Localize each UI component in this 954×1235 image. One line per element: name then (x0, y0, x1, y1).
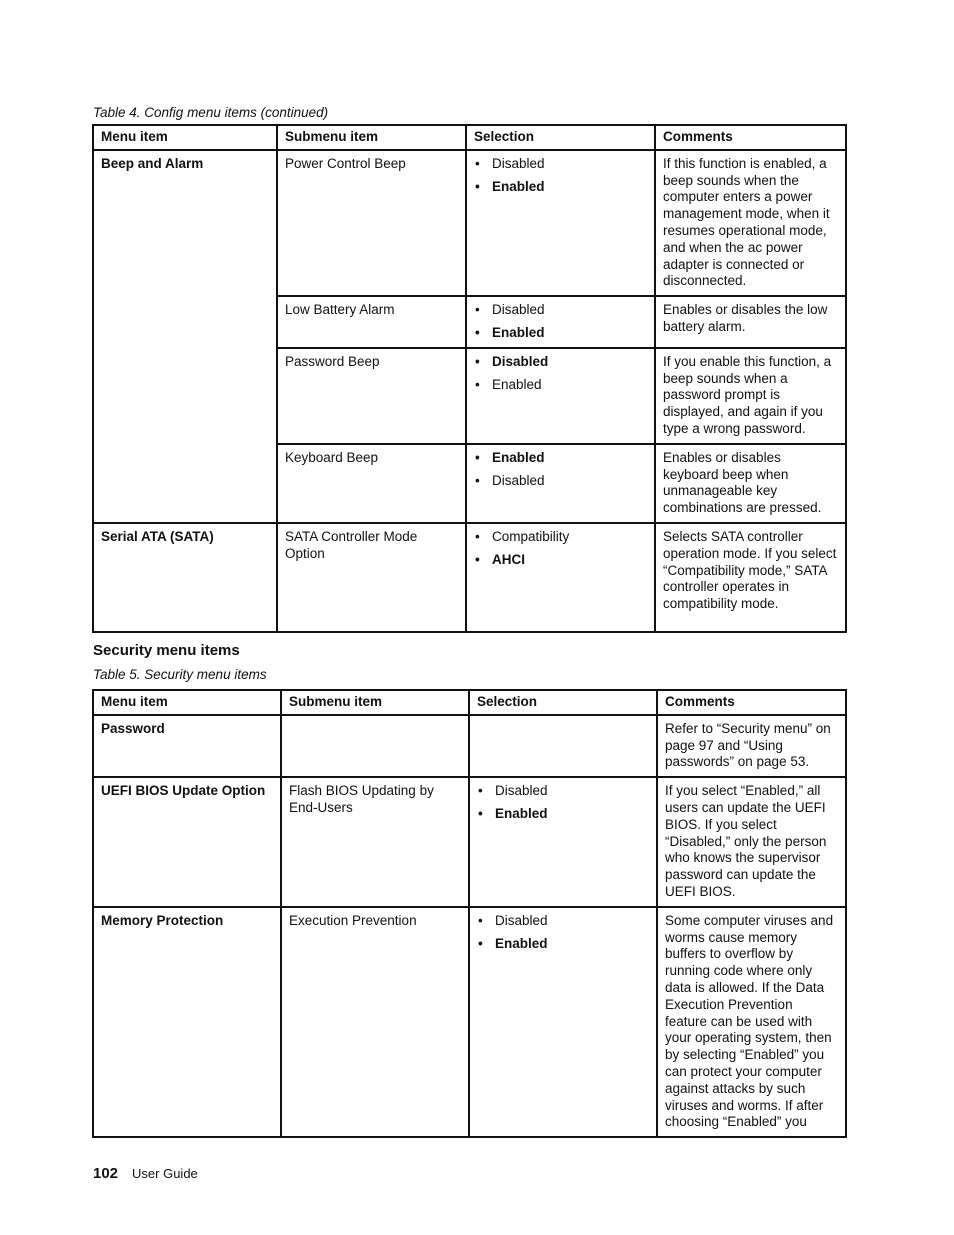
selection-cell (466, 523, 655, 632)
selection-cell (466, 296, 655, 348)
bullet-icon: • (475, 302, 480, 318)
selection-option-default: • Enabled (478, 935, 548, 951)
bullet-icon: • (475, 449, 480, 465)
section-heading: Security menu items (93, 642, 240, 659)
submenu-cell: SATA Controller Mode Option (277, 523, 466, 632)
selection-list (474, 354, 647, 394)
selection-cell (466, 444, 655, 523)
config-menu-table (92, 124, 847, 633)
header-menu-item: Menu item (93, 125, 277, 150)
submenu-cell: Flash BIOS Updating by End-Users (281, 777, 469, 907)
table-header-row (93, 690, 846, 715)
table-row (93, 907, 846, 1137)
table5-caption: Table 5. Security menu items (93, 667, 267, 682)
table-row (93, 523, 846, 632)
bullet-icon: • (475, 178, 480, 194)
bullet-icon: • (475, 324, 480, 340)
comments-cell: Refer to “Security menu” on page 97 and “Using passwords” on page 53. (657, 715, 846, 777)
selection-cell (469, 777, 657, 907)
selection-list (477, 783, 649, 823)
bullet-icon: • (478, 783, 483, 799)
table-row (93, 715, 846, 777)
bullet-icon: • (475, 353, 480, 369)
comments-cell: Enables or disables the low battery alarm. (655, 296, 846, 348)
header-submenu-item: Submenu item (281, 690, 469, 715)
menu-item-cell: UEFI BIOS Update Option (93, 777, 281, 907)
selection-option-default: • Enabled (475, 178, 545, 194)
bullet-icon: • (475, 155, 480, 171)
selection-list (477, 913, 649, 953)
selection-option: • Disabled (475, 472, 545, 488)
menu-item-cell: Beep and Alarm (93, 150, 277, 523)
selection-option-default: • Enabled (475, 324, 545, 340)
bullet-icon: • (475, 472, 480, 488)
selection-cell (466, 348, 655, 444)
bullet-icon: • (478, 912, 483, 928)
selection-list (474, 156, 647, 196)
comments-cell: If you enable this function, a beep sounds when a password prompt is displayed, and again if you type a wrong password. (655, 348, 846, 444)
table4-caption: Table 4. Config menu items (continued) (93, 105, 329, 120)
security-menu-table (92, 689, 847, 1138)
header-selection: Selection (466, 125, 655, 150)
selection-cell (469, 715, 657, 777)
comments-cell: If this function is enabled, a beep sounds when the computer enters a power management mode, when it resumes operational mode, and when the ac power adapter is connected or disconnected. (655, 150, 846, 296)
selection-cell (466, 150, 655, 296)
document-title: User Guide (132, 1166, 198, 1181)
bullet-icon: • (475, 551, 480, 567)
selection-option: • Disabled (475, 155, 545, 171)
submenu-cell: Low Battery Alarm (277, 296, 466, 348)
submenu-cell: Password Beep (277, 348, 466, 444)
menu-item-cell: Memory Protection (93, 907, 281, 1137)
selection-list (474, 450, 647, 490)
header-selection: Selection (469, 690, 657, 715)
header-menu-item: Menu item (93, 690, 281, 715)
selection-option: • Disabled (478, 912, 548, 928)
page-footer (93, 1165, 198, 1183)
selection-option: • Disabled (478, 783, 548, 799)
page-number: 102 (93, 1165, 119, 1182)
table-row (93, 150, 846, 296)
header-comments: Comments (655, 125, 846, 150)
table-header-row (93, 125, 846, 150)
selection-option: • Compatibility (475, 528, 570, 544)
bullet-icon: • (475, 376, 480, 392)
comments-cell: Enables or disables keyboard beep when unmanageable key combinations are pressed. (655, 444, 846, 523)
submenu-cell: Keyboard Beep (277, 444, 466, 523)
menu-item-cell: Password (93, 715, 281, 777)
selection-list (474, 302, 647, 342)
bullet-icon: • (475, 528, 480, 544)
submenu-cell: Execution Prevention (281, 907, 469, 1137)
bullet-icon: • (478, 805, 483, 821)
table-row (93, 777, 846, 907)
selection-option-default: • AHCI (475, 551, 525, 567)
menu-item-cell: Serial ATA (SATA) (93, 523, 277, 632)
selection-option-default: • Enabled (478, 805, 548, 821)
selection-option: • Disabled (475, 302, 545, 318)
comments-cell: If you select “Enabled,” all users can update the UEFI BIOS. If you select “Disabled,” only the person who knows the supervisor password can update the UEFI BIOS. (657, 777, 846, 907)
selection-option: • Enabled (475, 376, 542, 392)
selection-option-default: • Disabled (475, 353, 549, 369)
comments-cell: Selects SATA controller operation mode. If you select “Compatibility mode,” SATA controller operates in compatibility mode. (655, 523, 846, 632)
header-comments: Comments (657, 690, 846, 715)
header-submenu-item: Submenu item (277, 125, 466, 150)
bullet-icon: • (478, 935, 483, 951)
selection-list (474, 529, 647, 569)
selection-option-default: • Enabled (475, 449, 545, 465)
selection-cell (469, 907, 657, 1137)
submenu-cell: Power Control Beep (277, 150, 466, 296)
comments-cell: Some computer viruses and worms cause memory buffers to overflow by running code where only data is allowed. If the Data Execution Prevention feature can be used with your operating system, then by selecting “Enabled” you can protect your computer against attacks by such viruses and worms. If after choosing “Enabled” you (657, 907, 846, 1137)
submenu-cell (281, 715, 469, 777)
